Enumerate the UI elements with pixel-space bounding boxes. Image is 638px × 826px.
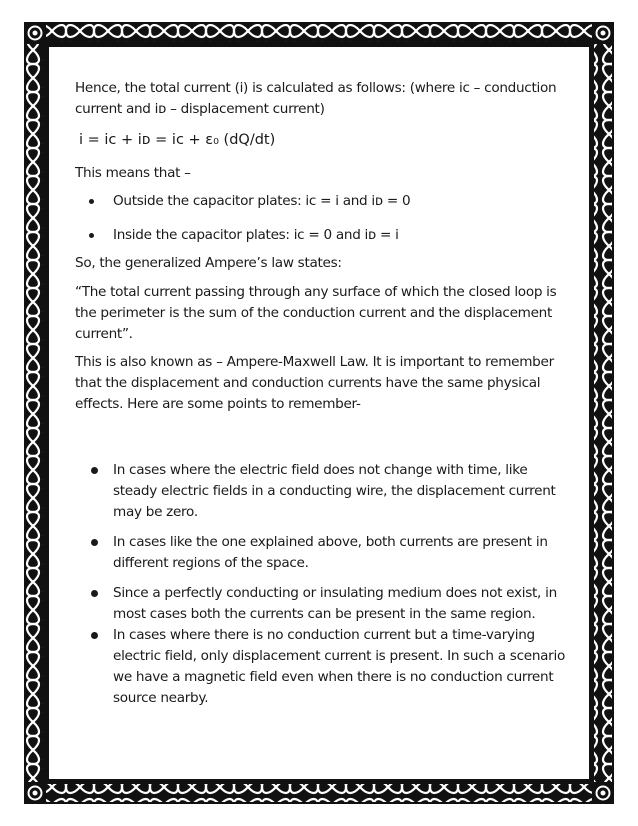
list-item (75, 191, 565, 225)
bullet-icon (91, 632, 98, 639)
corner-ornament-icon (24, 22, 46, 44)
maxwell-paragraph: This is also known as – Ampere-Maxwell Law. It is important to remember that the displacement and conduction currents have the same physical effects. Here are some points to remember- (75, 354, 554, 412)
point-text: Since a perfectly conducting or insulating medium does not exist, in most cases both the currents can be present in the same region. (113, 585, 557, 622)
list-item (75, 625, 565, 709)
point-text: In cases where there is no conduction current but a time-varying electric field, only displacement current is present. In such a scenario we have a magnetic field even when there is no conduction current source nearby. (113, 627, 565, 706)
means-paragraph: This means that – (75, 165, 191, 181)
point-text: In cases where the electric field does not change with time, like steady electric fields in a conducting wire, the displacement current may be zero. (113, 462, 556, 520)
law-quote: “The total current passing through any surface of which the closed loop is the perimeter is the sum of the conduction current and the displacement current”. (75, 284, 557, 342)
case-text: Inside the capacitor plates: iᴄ = 0 and iᴅ = i (113, 227, 399, 243)
point-text: In cases like the one explained above, both currents are present in different regions of the space. (113, 534, 548, 571)
cases-list (75, 191, 565, 259)
generalized-paragraph: So, the generalized Ampere’s law states: (75, 255, 342, 271)
bullet-icon (91, 590, 98, 597)
bullet-icon (89, 199, 94, 204)
list-item (75, 532, 565, 574)
bullet-icon (91, 467, 98, 474)
list-item (75, 583, 565, 625)
points-list (75, 460, 565, 709)
list-item (75, 460, 565, 523)
current-formula: i = iᴄ + iᴅ = iᴄ + ε₀ (dQ/dt) (79, 132, 276, 148)
intro-paragraph: Hence, the total current (i) is calculated as follows: (where iᴄ – conduction current and iᴅ – displacement current) (75, 80, 557, 117)
bullet-icon (89, 233, 94, 238)
bullet-icon (91, 539, 98, 546)
case-text: Outside the capacitor plates: iᴄ = i and iᴅ = 0 (113, 193, 411, 209)
